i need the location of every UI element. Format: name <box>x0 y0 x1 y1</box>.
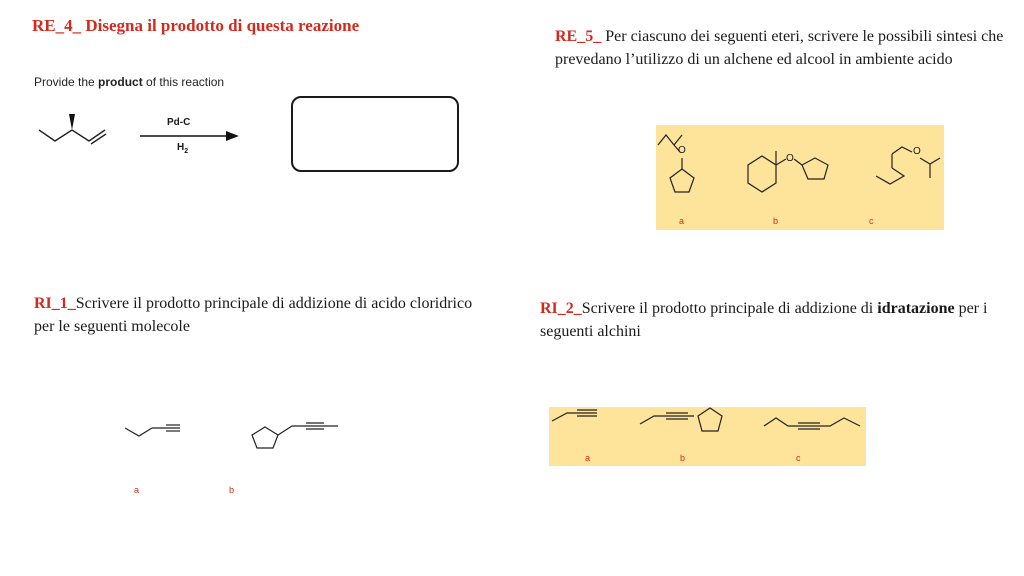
ri1-letter-a: a <box>134 485 140 495</box>
ether-a-oxygen: O <box>678 145 686 156</box>
ether-c-structure <box>870 140 950 190</box>
ri2-text: RI_2_Scrivere il prodotto principale di addizione di idratazione per i seguenti alchini <box>540 300 988 340</box>
ether-b-structure <box>740 145 860 205</box>
ri1-alkyne-b-structure <box>248 418 348 458</box>
ri2-alkyne-a-structure <box>549 407 609 431</box>
ri2-letter-a: a <box>585 453 591 463</box>
re4-alkene-structure <box>36 112 116 152</box>
ri2-alkyne-b-structure <box>638 404 728 440</box>
re5-letter-b: b <box>773 216 779 226</box>
reaction-arrow-icon <box>140 130 240 142</box>
ri1-text: RI_1_Scrivere il prodotto principale di addizione di acido cloridrico per le seguenti molecole <box>34 295 473 335</box>
ether-b-oxygen: O <box>786 153 794 164</box>
ri1-letter-b: b <box>229 485 235 495</box>
re4-reagent-top: Pd-C <box>167 117 191 128</box>
ri2-alkyne-c-structure <box>760 410 870 440</box>
re5-letter-a: a <box>679 216 685 226</box>
ri2-letter-b: b <box>680 453 686 463</box>
re4-instruction: Provide the product of this reaction <box>34 75 225 89</box>
ether-a-structure <box>656 125 716 205</box>
re5-letter-c: c <box>869 216 874 226</box>
ri1-alkyne-a-structure <box>120 418 190 442</box>
ether-c-oxygen: O <box>913 146 921 157</box>
re4-reagent-bottom: $H_2$ <box>177 142 189 155</box>
answer-box[interactable] <box>291 96 459 172</box>
re5-text: RE_5_ Per ciascuno dei seguenti eteri, scrivere le possibili sintesi che prevedano l’utilizzo di un alchene ed alcool in ambiente acido <box>555 28 1004 68</box>
ri2-letter-c: c <box>796 453 801 463</box>
re4-title: RE_4_ Disegna il prodotto di questa reazione <box>32 16 360 35</box>
